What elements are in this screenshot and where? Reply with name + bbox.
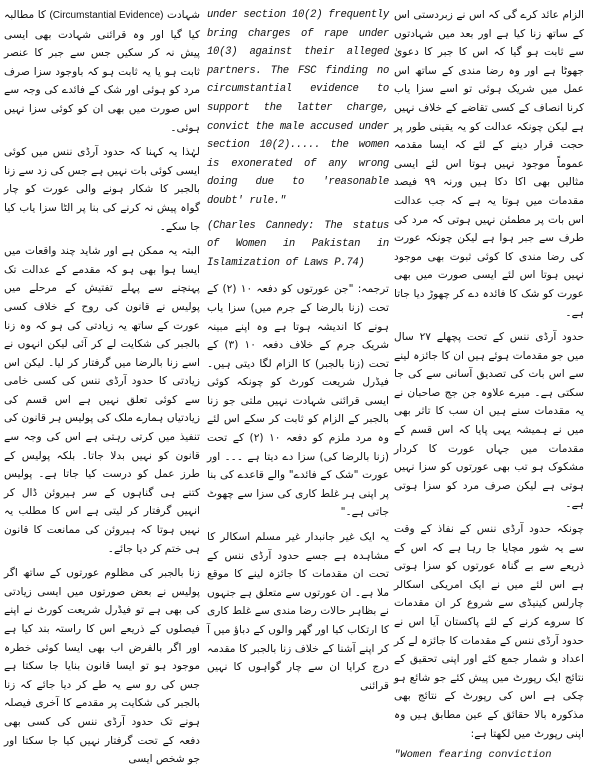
english-quote-block (207, 6, 389, 272)
middle-urdu-paragraph-1: ترجمہ: "جن عورتوں کو دفعہ ۱۰ (۲) کے تحت (زنا بالرضا کے جرم میں) سزا یاب ہونے کا اندیشہ ہوتا ہے وہ اپنے مبینہ شریک جرم کے خلاف دفعہ ۱۰ (۳) کے تحت (زنا بالجبر) کا الزام لگا دیتی ہیں۔ فیڈرل شریعت کورٹ کو چونکہ کوئی ایسی قرائنی شہادت نہیں ملتی جو زنا بالجبر کے الزام کو ثابت کر سکے اس لئے وہ مرد ملزم کو دفعہ ۱۰ (۲) کے تحت (زنا بالرضا کی) سزا دے دیتا ہے ۔۔۔ اور عورت "شک کے فائدے" والے قاعدے کی بنا پر اپنی ہر غلط کاری کی سزا سے چھوٹ جاتی ہے۔" (207, 283, 389, 519)
urdu-translation-block (207, 280, 389, 695)
right-paragraph-1: الزام عائد کرے گی کہ اس نے زبردستی اس کے ساتھ زنا کیا ہے اور بعد میں شہادتوں سے ثابت ہو گیا کہ اس کا جبر کا دعویٰ جھوٹا ہے اور وہ رضا مندی کے ساتھ اس عمل میں شریک ہوئی تو اسے سزا یاب کرنا انصاف کے کسی تقاضے کے خلاف نہیں ہے لیکن چونکہ عدالت کو یہ یقینی طور پر حجت قرار دینے کے لئے کہ ایسا مقدمہ عموماً موجود نہیں ہوتا اس لئے ایسی مثالیں بھی اکا دکا ہیں ورنہ ۹۹ فیصد مقدمات میں ہوتا یہ ہے کہ جب عدالت اس بات پر مطمئن نہیں ہوتی کہ مرد کی طرف سے جبر ہوا ہے لیکن چونکہ عورت کی رضا مندی کا کوئی ثبوت بھی موجود نہیں ہوتا اس لئے ایسی صورت میں بھی عورت کو شک کا فائدہ دے کر چھوڑ دیا جاتا ہے۔ (394, 9, 584, 319)
left-paragraph-2: لہٰذا یہ کہنا کہ حدود آرڈی ننس میں کوئی ایسی کوئی بات نہیں ہے جس کی زد سے زنا بالجبر کا شکار ہونے والی عورت کو چار گواہ پیش نہ کرنے کی بنا پر الٹا سزا یاب کیا جا سکے۔ (4, 146, 200, 233)
left-paragraph-1-post: کا مطالبہ کیا گیا اور وہ قرائنی شہادت بھی ایسی پیش نہ کر سکیں جس سے جبر کا عنصر ثابت ہو یا یہ ثابت ہو کہ باوجود سزا صرف مرد کو ہوئی اور شک کے فائدے کی وجہ سے اس صورت میں بھی ان کو کوئی سزا نہیں ہوئی۔ (4, 9, 200, 134)
middle-urdu-paragraph-2: یہ ایک غیر جانبدار غیر مسلم اسکالر کا مشاہدہ ہے جسے حدود آرڈی ننس کے تحت ان مقدمات کا جائزہ لینے کا موقع ملا ہے۔ ان عورتوں سے متعلق ہے جنہوں نے بظاہر حالات رضا مندی سے غلط کاری کا ارتکاب کیا اور گھر والوں کے دباؤ میں آ کر اپنے آشنا کے خلاف زنا بالجبر کا مقدمہ درج کرایا ان سے چار گواہوں کا نہیں قرائنی (207, 531, 389, 692)
right-paragraph-3: چونکہ حدود آرڈی ننس کے نفاذ کے وقت سے یہ شور مچایا جا رہا ہے کہ اس کے ذریعے سے بے گناہ عورتوں کو سزا ہوتی ہے اس لئے میں نے ایک امریکی اسکالر چارلس کینیڈی سے شروع کر ان مقدمات کا سروے کرنے کے لئے پاکستان آیا اس نے حدود آرڈی ننس کے مقدمات کا جائزہ لے کر اعداد و شمار جمع کئے اور اپنی تحقیق کے نتائج ایک رپورٹ میں پیش کئے جو شائع ہو چکی ہے اس کی رپورٹ کے نتائج بھی مذکورہ بالا حقائق کے عین مطابق ہیں وہ اپنی رپورٹ میں لکھتا ہے: (394, 523, 584, 740)
left-paragraph-4: زنا بالجبر کی مظلوم عورتوں کے ساتھ اگر پولیس نے بعض صورتوں میں ایسی زیادتی کی بھی ہے تو فیڈرل شریعت کورٹ نے اپنے فیصلوں کے ذریعے اس کا راستہ بند کیا ہے اور اگر بالفرض اب بھی ایسا کوئی خطرہ موجود ہو تو ایسا قانون بنایا جا سکتا ہے جس کی رو سے یہ طے کر دیا جائے کہ زنا بالجبر کی شکایت پر مقدمے کا آخری فیصلہ ہونے تک حدود آرڈی ننس کی کسی بھی دفعہ کے تحت گرفتار نہیں کیا جا سکتا اور جو شخص ایسی (4, 567, 200, 766)
english-citation: (Charles Cannedy: The status of Women in Pakistan in Islamization of Laws P.74) (207, 219, 389, 269)
left-paragraph-3: البتہ یہ ممکن ہے اور شاید چند واقعات میں ایسا ہوا بھی ہو کہ مقدمے کے عدالت تک پہنچنے سے پہلے تفتیش کے مرحلے میں پولیس نے قانون کی روح کے خلاف کسی عورت کے ساتھ یہ زیادتی کی ہو کہ وہ زنا بالجبر کی شکایت لے کر آئی لیکن انہوں نے اسے زنا بالرضا میں گرفتار کر لیا۔ لیکن اس زیادتی کا حدود آرڈی ننس کی کسی خامی سے کوئی تعلق نہیں ہے اس قسم کی زیادتیاں ہمارے ملک کی پولیس ہر قانون کی تنفیذ میں کرتی رہتی ہے اس کی وجہ سے قانون کو نہیں بدلا جاتا۔ بلکہ پولیس کے طرز عمل کو درست کیا جاتا ہے۔ پولیس کتنے ہی گناہوں کے سر ہیروئن ڈال کر انہیں گرفتار کر لیتی ہے اس کا مطلب یہ نہیں ہوتا کہ ہیروئن کی ممانعت کا قانون ہی ختم کر دیا جائے۔ (4, 245, 200, 555)
left-column (4, 6, 200, 766)
right-paragraph-2: حدود آرڈی ننس کے تحت پچھلے ۲۷ سال میں جو مقدمات ہوئے ہیں ان کا جائزہ لینے سے اس بات کی تصدیق آسانی سے کی جا سکتی ہے۔ میرے علاوہ جن جج صاحبان نے یہ مقدمات سنے ہیں ان سب کا تاثر بھی میں نے ہمیشہ یہی پایا کہ اس قسم کے مقدمات میں جہاں عورت کا کردار مشکوک ہو تب بھی عورتوں کو سزا نہیں ہوتی ہے لیکن صرف مرد کو سزا ہوتی ہے۔ (394, 331, 584, 511)
right-column (394, 6, 584, 762)
circumstantial-evidence-term: (Circumstantial Evidence) (49, 10, 164, 21)
left-paragraph-1 (4, 6, 200, 137)
right-closing-quote: "Women fearing conviction (394, 749, 552, 762)
english-quote-paragraph: under section 10(2) frequently bring charges of rape under 10(3) against their alleged partners. The FSC finding no circumstantial evidence to support the latter charge, convict the male accused under section 10(2)..... the women is exonerated of any wrong doing due to 'reasonable doubt' rule." (207, 9, 389, 207)
middle-column (207, 6, 389, 755)
left-paragraph-1-pre: شہادت (166, 9, 200, 21)
